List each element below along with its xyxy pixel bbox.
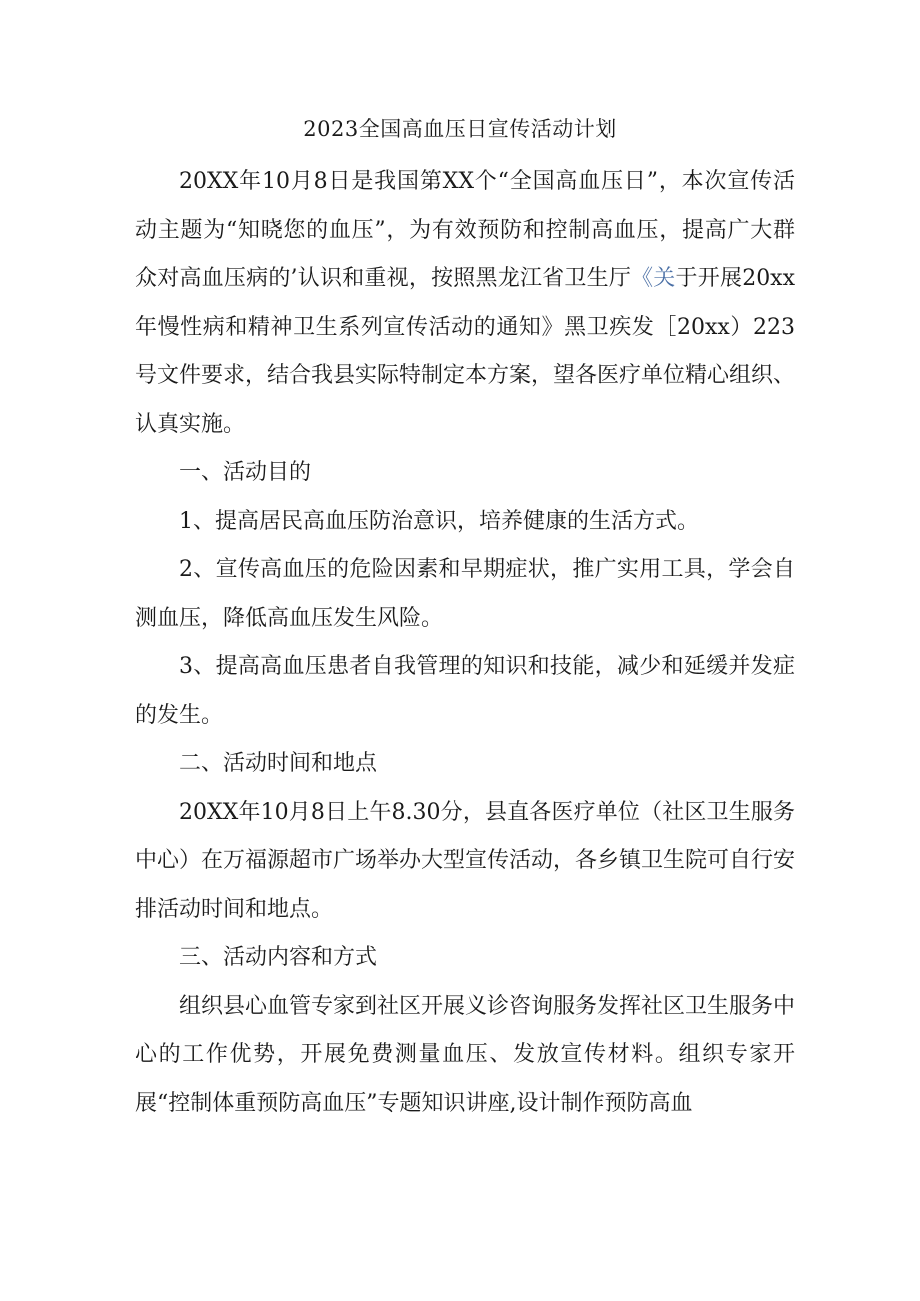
- document-body: [135, 158, 795, 1128]
- goal-item-3: 3、提高高血压患者自我管理的知识和技能，减少和延缓并发症的发生。: [135, 654, 795, 728]
- document-title: 2023全国高血压日宣传活动计划: [303, 117, 617, 141]
- intro-text-start: 20XX年10月8日是我国第XX个“全国高血压日”，本次宣传活动主题为“知晓您的血压”，为有效预防和控制高血压，提高广大群众对高血压病的’认识和重视，按照黑龙江省卫生厅: [135, 169, 795, 291]
- time-place-paragraph: 20XX年10月8日上午8.30分，县直各医疗单位（社区卫生服务中心）在万福源超市广场举办大型宣传活动，各乡镇卫生院可自行安排活动时间和地点。: [135, 799, 796, 922]
- section-heading-goals: 一、活动目的: [179, 460, 312, 485]
- section-heading-content: 三、活动内容和方式: [179, 945, 378, 970]
- intro-text-end: 于开展20xx年慢性病和精神卫生系列宣传活动的通知》黑卫疾发［20xx）223号文件要求，结合我县实际特制定本方案，望各医疗单位精心组织、认真实施。: [135, 266, 796, 437]
- goal-item-2: 2、宣传高血压的危险因素和早期症状，推广实用工具，学会自测血压，降低高血压发生风险。: [135, 557, 795, 631]
- intro-paragraph: [135, 158, 795, 449]
- content-paragraph: 组织县心血管专家到社区开展义诊咨询服务发挥社区卫生服务中心的工作优势，开展免费测量血压、发放宣传材料。组织专家开展“控制体重预防高血压”专题知识讲座,设计制作预防高血: [135, 993, 796, 1116]
- goal-item-1: 1、提高居民高血压防治意识，培养健康的生活方式。: [179, 508, 699, 534]
- section-heading-time-place: 二、活动时间和地点: [179, 751, 378, 776]
- notice-link[interactable]: 《关: [631, 266, 676, 291]
